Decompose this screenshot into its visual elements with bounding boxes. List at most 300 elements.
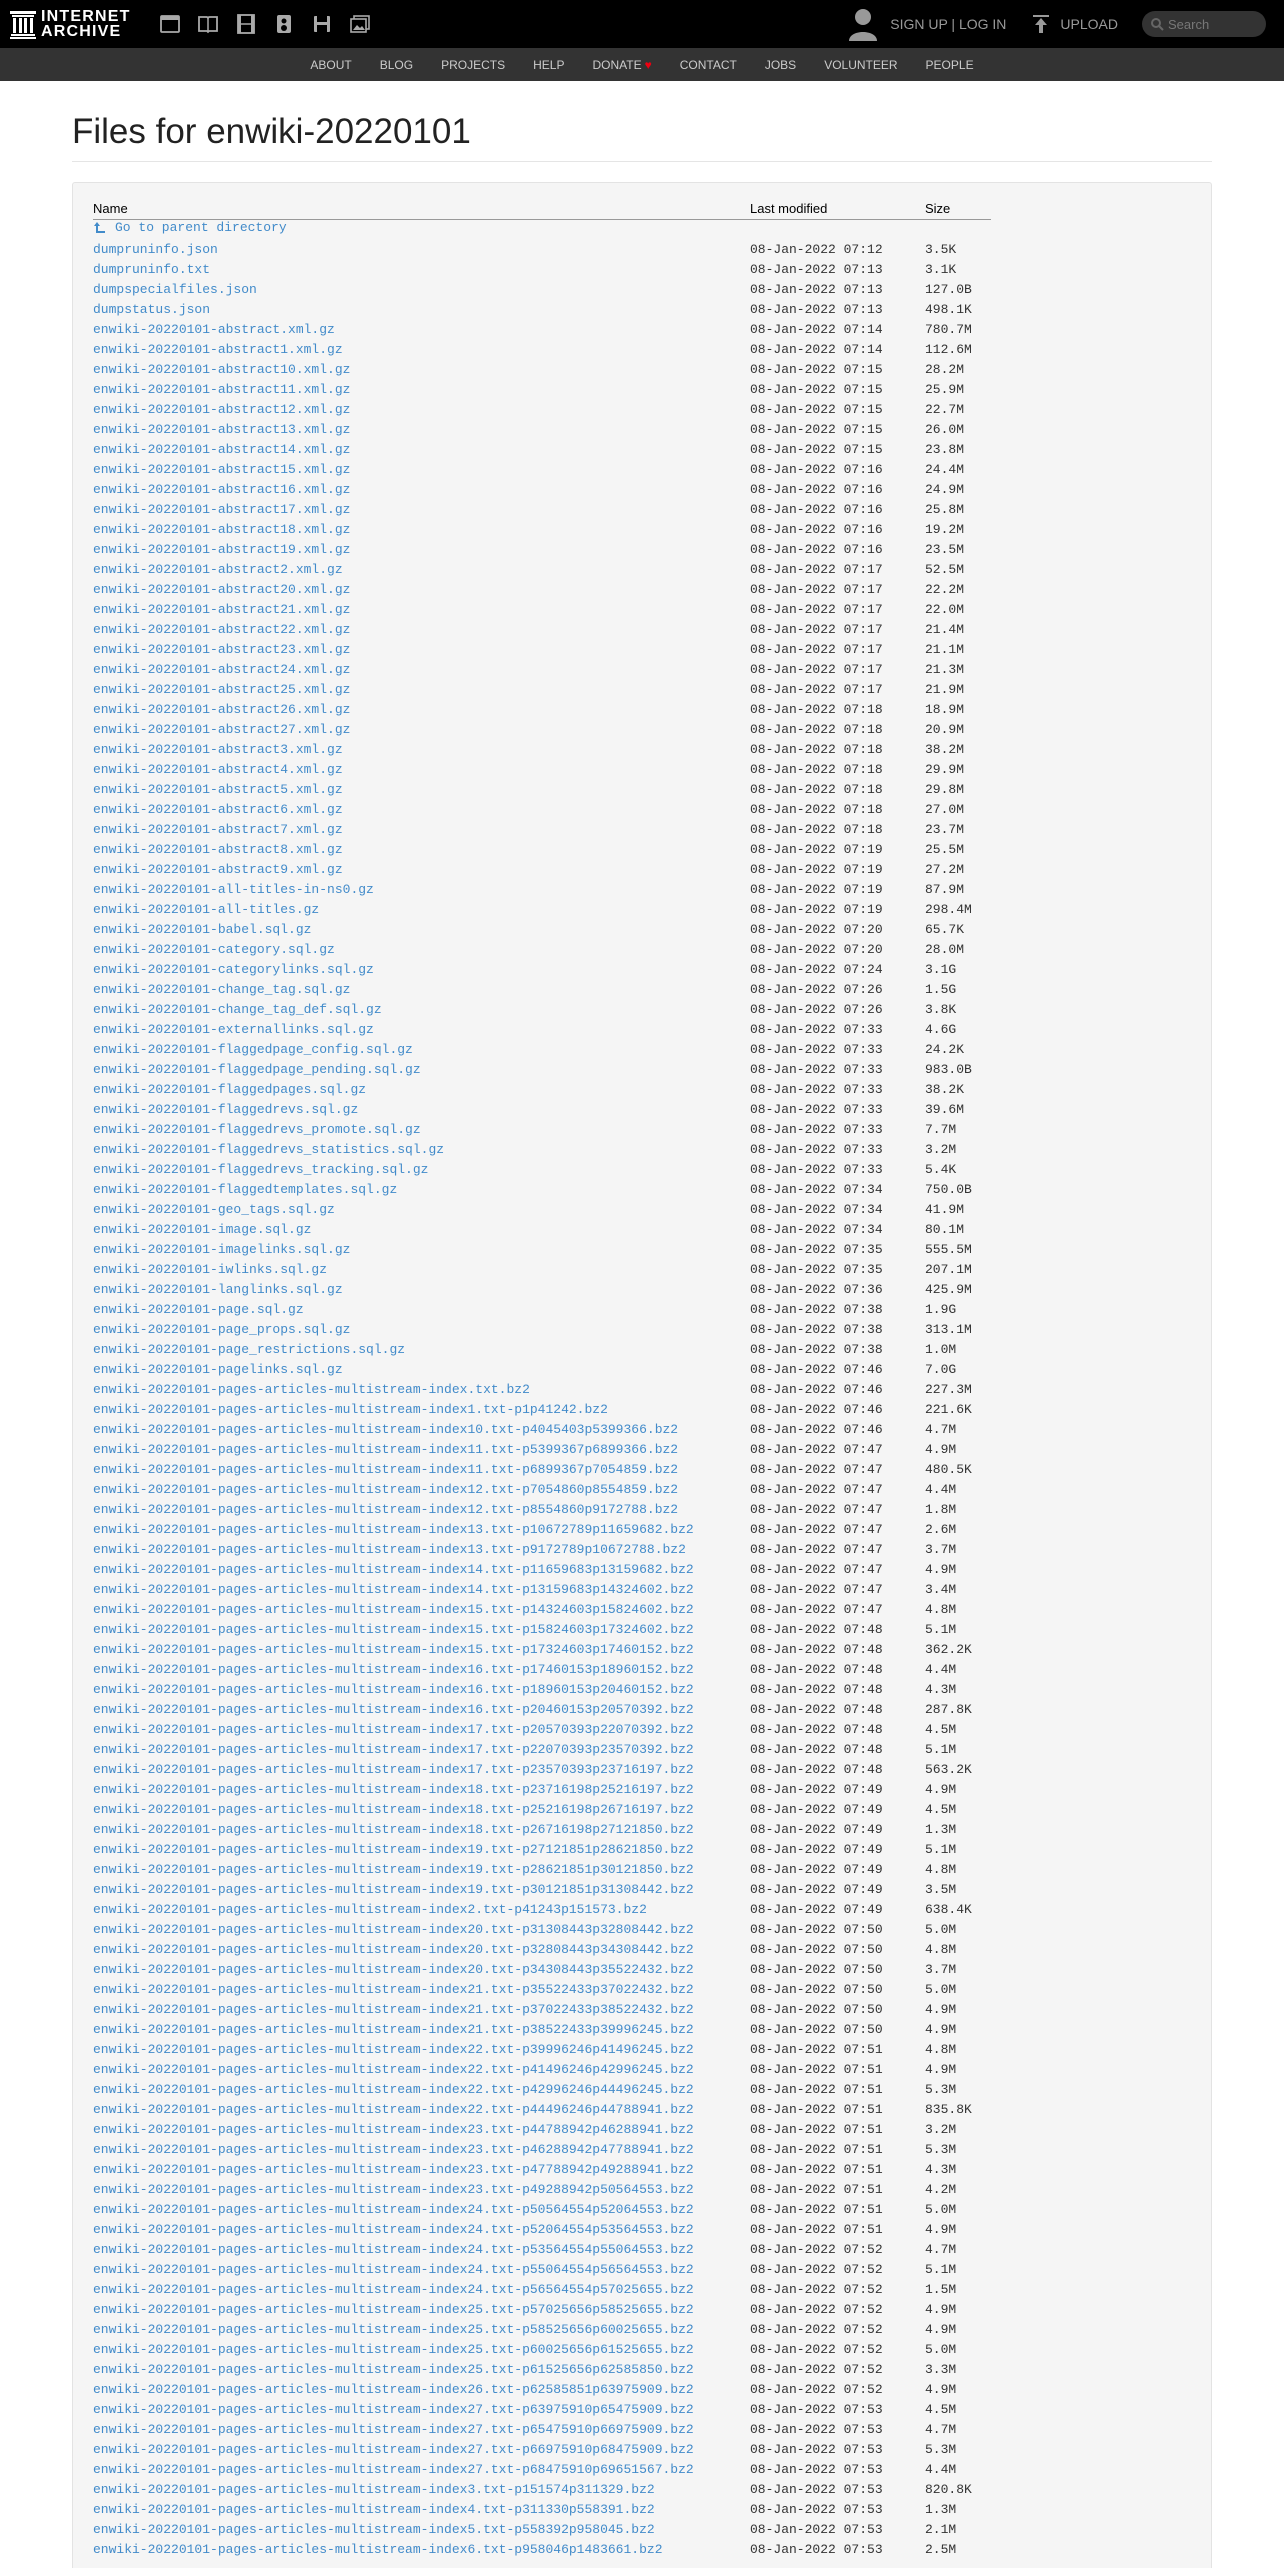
file-row [93, 1659, 991, 1679]
file-name-cell [93, 1239, 750, 1259]
file-link[interactable]: enwiki-20220101-pages-articles-multistream-index13.txt-p9172789p10672788.bz2 [93, 1541, 686, 1557]
file-name-cell [93, 1919, 750, 1939]
file-link[interactable]: enwiki-20220101-pages-articles-multistream-index19.txt-p28621851p30121850.bz2 [93, 1861, 694, 1877]
file-size-cell: 638.4K [925, 1901, 972, 1917]
file-modified-cell: 08-Jan-2022 07:52 [750, 2361, 883, 2377]
file-row [93, 1119, 991, 1139]
file-link[interactable]: enwiki-20220101-flaggedpage_pending.sql.gz [93, 1061, 421, 1077]
file-row [93, 1339, 991, 1359]
file-name-cell [93, 459, 750, 479]
file-size-cell: 25.8M [925, 501, 965, 517]
file-modified-cell: 08-Jan-2022 07:18 [750, 741, 883, 757]
file-link[interactable]: enwiki-20220101-pages-articles-multistream-index25.txt-p60025656p61525655.bz2 [93, 2341, 694, 2357]
file-link[interactable]: enwiki-20220101-abstract6.xml.gz [93, 801, 343, 817]
file-link[interactable]: enwiki-20220101-pages-articles-multistream-index24.txt-p52064554p53564553.bz2 [93, 2221, 694, 2237]
file-size-cell: 3.7M [925, 1961, 957, 1977]
parent-directory-cell [93, 219, 991, 239]
file-row [93, 1319, 991, 1339]
file-link[interactable]: enwiki-20220101-pages-articles-multistream-index23.txt-p47788942p49288941.bz2 [93, 2161, 694, 2177]
file-modified-cell: 08-Jan-2022 07:15 [750, 401, 883, 417]
file-link[interactable]: enwiki-20220101-abstract12.xml.gz [93, 401, 351, 417]
file-size-cell: 3.5M [925, 1881, 957, 1897]
file-link[interactable]: enwiki-20220101-pages-articles-multistream-index19.txt-p27121851p28621850.bz2 [93, 1841, 694, 1857]
file-row [93, 559, 991, 579]
file-modified-cell: 08-Jan-2022 07:18 [750, 761, 883, 777]
file-link[interactable]: enwiki-20220101-categorylinks.sql.gz [93, 961, 374, 977]
file-row [93, 2519, 991, 2539]
file-modified-cell: 08-Jan-2022 07:16 [750, 461, 883, 477]
file-name-cell [93, 2419, 750, 2439]
file-link[interactable]: enwiki-20220101-abstract14.xml.gz [93, 441, 351, 457]
file-modified-cell: 08-Jan-2022 07:33 [750, 1161, 883, 1177]
file-link[interactable]: enwiki-20220101-geo_tags.sql.gz [93, 1201, 335, 1217]
file-size-cell: 221.6K [925, 1401, 972, 1417]
file-link[interactable]: enwiki-20220101-page_restrictions.sql.gz [93, 1341, 406, 1357]
file-modified-cell: 08-Jan-2022 07:51 [750, 2221, 883, 2237]
file-size-cell: 4.9M [925, 2221, 957, 2237]
file-link[interactable]: enwiki-20220101-abstract15.xml.gz [93, 461, 351, 477]
file-link[interactable]: enwiki-20220101-flaggedtemplates.sql.gz [93, 1181, 398, 1197]
file-link[interactable]: enwiki-20220101-pages-articles-multistream-index25.txt-p57025656p58525655.bz2 [93, 2301, 694, 2317]
file-link[interactable]: enwiki-20220101-abstract27.xml.gz [93, 721, 351, 737]
file-size-cell: 4.5M [925, 1801, 957, 1817]
file-row [93, 899, 991, 919]
file-link[interactable]: enwiki-20220101-change_tag.sql.gz [93, 981, 351, 997]
file-row [93, 1379, 991, 1399]
file-row [93, 699, 991, 719]
file-link[interactable]: enwiki-20220101-abstract7.xml.gz [93, 821, 343, 837]
file-size-cell: 7.0G [925, 1361, 957, 1377]
main-nav [0, 48, 1284, 81]
file-link[interactable]: enwiki-20220101-flaggedrevs_promote.sql.gz [93, 1121, 421, 1137]
file-link[interactable]: enwiki-20220101-abstract13.xml.gz [93, 421, 351, 437]
file-link[interactable]: dumpruninfo.json [93, 241, 218, 257]
file-modified-cell: 08-Jan-2022 07:50 [750, 1921, 883, 1937]
file-link[interactable]: enwiki-20220101-pages-articles-multistream-index1.txt-p1p41242.bz2 [93, 1401, 608, 1417]
file-modified-cell: 08-Jan-2022 07:52 [750, 2281, 883, 2297]
file-name-cell [93, 499, 750, 519]
file-link[interactable]: enwiki-20220101-page.sql.gz [93, 1301, 304, 1317]
internet-archive-logo[interactable] [0, 0, 131, 48]
file-modified-cell: 08-Jan-2022 07:51 [750, 2081, 883, 2097]
file-modified-cell: 08-Jan-2022 07:35 [750, 1241, 883, 1257]
file-name-cell [93, 1519, 750, 1539]
file-row [93, 579, 991, 599]
file-link[interactable]: enwiki-20220101-externallinks.sql.gz [93, 1021, 374, 1037]
file-modified-cell: 08-Jan-2022 07:14 [750, 321, 883, 337]
file-link[interactable]: enwiki-20220101-pages-articles-multistream-index23.txt-p46288942p47788941.bz2 [93, 2141, 694, 2157]
file-link[interactable]: enwiki-20220101-pages-articles-multistream-index24.txt-p53564554p55064553.bz2 [93, 2241, 694, 2257]
file-link[interactable]: enwiki-20220101-abstract8.xml.gz [93, 841, 343, 857]
file-link[interactable]: enwiki-20220101-abstract22.xml.gz [93, 621, 351, 637]
file-link[interactable]: enwiki-20220101-imagelinks.sql.gz [93, 1241, 351, 1257]
file-name-cell [93, 239, 750, 259]
parent-directory-label: Go to parent directory [115, 220, 287, 235]
file-link[interactable]: enwiki-20220101-abstract18.xml.gz [93, 521, 351, 537]
nav-contact[interactable]: CONTACT [679, 57, 737, 72]
file-size-cell: 3.2M [925, 1141, 957, 1157]
file-row [93, 2499, 991, 2519]
file-link[interactable]: enwiki-20220101-pages-articles-multistream-index22.txt-p44496246p44788941.bz2 [93, 2101, 694, 2117]
file-link[interactable]: enwiki-20220101-pages-articles-multistream-index2.txt-p41243p151573.bz2 [93, 1901, 647, 1917]
file-link[interactable]: enwiki-20220101-abstract23.xml.gz [93, 641, 351, 657]
file-name-cell [93, 979, 750, 999]
file-row [93, 539, 991, 559]
file-link[interactable]: enwiki-20220101-pages-articles-multistream-index23.txt-p49288942p50564553.bz2 [93, 2181, 694, 2197]
file-size-cell: 5.0M [925, 2341, 957, 2357]
file-link[interactable]: enwiki-20220101-abstract3.xml.gz [93, 741, 343, 757]
file-link[interactable]: enwiki-20220101-pages-articles-multistream-index15.txt-p14324603p15824602.bz2 [93, 1601, 694, 1617]
file-row [93, 959, 991, 979]
file-size-cell: 780.7M [925, 321, 972, 337]
file-name-cell [93, 1179, 750, 1199]
file-size-cell: 4.9M [925, 2021, 957, 2037]
file-link[interactable]: enwiki-20220101-pages-articles-multistream-index18.txt-p25216198p26716197.bz2 [93, 1801, 694, 1817]
file-link[interactable]: dumpspecialfiles.json [93, 281, 257, 297]
file-link[interactable]: enwiki-20220101-pages-articles-multistream-index16.txt-p17460153p18960152.bz2 [93, 1661, 694, 1677]
file-link[interactable]: enwiki-20220101-pages-articles-multistream-index26.txt-p62585851p63975909.bz2 [93, 2381, 694, 2397]
file-link[interactable]: enwiki-20220101-abstract11.xml.gz [93, 381, 351, 397]
file-row [93, 979, 991, 999]
file-link[interactable]: enwiki-20220101-pages-articles-multistream-index10.txt-p4045403p5399366.bz2 [93, 1421, 679, 1437]
file-link[interactable]: enwiki-20220101-pages-articles-multistream-index18.txt-p23716198p25216197.bz2 [93, 1781, 694, 1797]
file-size-cell: 4.5M [925, 2401, 957, 2417]
file-modified-cell: 08-Jan-2022 07:46 [750, 1381, 883, 1397]
file-link[interactable]: enwiki-20220101-pages-articles-multistream-index16.txt-p18960153p20460152.bz2 [93, 1681, 694, 1697]
file-modified-cell: 08-Jan-2022 07:50 [750, 2001, 883, 2017]
file-name-cell [93, 2439, 750, 2459]
file-row [93, 2219, 991, 2239]
file-modified-cell: 08-Jan-2022 07:51 [750, 2121, 883, 2137]
file-link[interactable]: enwiki-20220101-pages-articles-multistream-index27.txt-p63975910p65475909.bz2 [93, 2401, 694, 2417]
file-link[interactable]: enwiki-20220101-pages-articles-multistream-index3.txt-p151574p311329.bz2 [93, 2481, 655, 2497]
file-modified-cell: 08-Jan-2022 07:47 [750, 1581, 883, 1597]
file-name-cell [93, 939, 750, 959]
file-row [93, 679, 991, 699]
file-listing-table [93, 199, 991, 2559]
file-link[interactable]: enwiki-20220101-abstract17.xml.gz [93, 501, 351, 517]
upload-button[interactable] [1032, 14, 1118, 34]
header-last-modified[interactable]: Last modified [750, 199, 925, 219]
file-modified-cell: 08-Jan-2022 07:47 [750, 1561, 883, 1577]
file-row [93, 1019, 991, 1039]
file-name-cell [93, 959, 750, 979]
file-row [93, 1719, 991, 1739]
file-row [93, 1419, 991, 1439]
file-link[interactable]: enwiki-20220101-pages-articles-multistream-index27.txt-p65475910p66975909.bz2 [93, 2421, 694, 2437]
file-size-cell: 24.9M [925, 481, 965, 497]
file-modified-cell: 08-Jan-2022 07:48 [750, 1681, 883, 1697]
logo-text-line2: ARCHIVE [41, 23, 122, 40]
file-link[interactable]: enwiki-20220101-pages-articles-multistream-index21.txt-p38522433p39996245.bz2 [93, 2021, 694, 2037]
file-link[interactable]: enwiki-20220101-pages-articles-multistream-index4.txt-p311330p558391.bz2 [93, 2501, 655, 2517]
file-link[interactable]: enwiki-20220101-abstract25.xml.gz [93, 681, 351, 697]
file-modified-cell: 08-Jan-2022 07:18 [750, 701, 883, 717]
file-name-cell [93, 1199, 750, 1219]
file-modified-cell: 08-Jan-2022 07:38 [750, 1321, 883, 1337]
file-row [93, 419, 991, 439]
file-modified-cell: 08-Jan-2022 07:17 [750, 661, 883, 677]
file-size-cell: 4.5M [925, 1721, 957, 1737]
file-link[interactable]: enwiki-20220101-pages-articles-multistream-index11.txt-p5399367p6899366.bz2 [93, 1441, 679, 1457]
file-row [93, 779, 991, 799]
file-size-cell: 5.1M [925, 1841, 957, 1857]
file-size-cell: 3.1G [925, 961, 957, 977]
file-size-cell: 4.9M [925, 2061, 957, 2077]
file-size-cell: 1.3M [925, 1821, 957, 1837]
file-name-cell [93, 2539, 750, 2559]
file-link[interactable]: enwiki-20220101-abstract2.xml.gz [93, 561, 343, 577]
file-modified-cell: 08-Jan-2022 07:53 [750, 2401, 883, 2417]
file-link[interactable]: enwiki-20220101-pages-articles-multistream-index25.txt-p61525656p62585850.bz2 [93, 2361, 694, 2377]
file-name-cell [93, 1579, 750, 1599]
nav-donate[interactable] [592, 58, 651, 72]
file-link[interactable]: enwiki-20220101-pages-articles-multistream-index17.txt-p23570393p23716197.bz2 [93, 1761, 694, 1777]
file-name-cell [93, 1159, 750, 1179]
file-modified-cell: 08-Jan-2022 07:34 [750, 1221, 883, 1237]
file-link[interactable]: enwiki-20220101-pages-articles-multistream-index21.txt-p37022433p38522432.bz2 [93, 2001, 694, 2017]
file-modified-cell: 08-Jan-2022 07:16 [750, 481, 883, 497]
file-size-cell: 2.6M [925, 1521, 957, 1537]
file-row [93, 1759, 991, 1779]
file-link[interactable]: enwiki-20220101-abstract26.xml.gz [93, 701, 351, 717]
file-name-cell [93, 2079, 750, 2099]
file-link[interactable]: enwiki-20220101-iwlinks.sql.gz [93, 1261, 328, 1277]
file-row [93, 1939, 991, 1959]
nav-help[interactable]: HELP [533, 57, 565, 72]
file-link[interactable]: enwiki-20220101-all-titles-in-ns0.gz [93, 881, 374, 897]
file-link[interactable]: enwiki-20220101-flaggedrevs.sql.gz [93, 1101, 359, 1117]
file-modified-cell: 08-Jan-2022 07:48 [750, 1661, 883, 1677]
file-modified-cell: 08-Jan-2022 07:46 [750, 1421, 883, 1437]
header-size[interactable]: Size [925, 199, 991, 219]
file-row [93, 759, 991, 779]
file-name-cell [93, 2239, 750, 2259]
file-name-cell [93, 2379, 750, 2399]
file-size-cell: 4.2M [925, 2181, 957, 2197]
file-name-cell [93, 2039, 750, 2059]
file-link[interactable]: enwiki-20220101-pages-articles-multistream-index27.txt-p66975910p68475909.bz2 [93, 2441, 694, 2457]
file-link[interactable]: enwiki-20220101-pages-articles-multistream-index20.txt-p34308443p35522432.bz2 [93, 1961, 694, 1977]
file-link[interactable]: enwiki-20220101-pages-articles-multistream-index20.txt-p31308443p32808442.bz2 [93, 1921, 694, 1937]
top-bar [0, 0, 1284, 48]
file-row [93, 639, 991, 659]
file-link[interactable]: enwiki-20220101-abstract1.xml.gz [93, 341, 343, 357]
user-avatar-icon[interactable] [848, 7, 878, 41]
file-link[interactable]: enwiki-20220101-langlinks.sql.gz [93, 1281, 343, 1297]
file-link[interactable]: enwiki-20220101-pages-articles-multistream-index24.txt-p50564554p52064553.bz2 [93, 2201, 694, 2217]
file-size-cell: 298.4M [925, 901, 972, 917]
header-name[interactable]: Name [93, 199, 750, 219]
images-icon[interactable] [347, 11, 373, 37]
file-link[interactable]: enwiki-20220101-abstract19.xml.gz [93, 541, 351, 557]
file-link[interactable]: enwiki-20220101-pagelinks.sql.gz [93, 1361, 343, 1377]
file-link[interactable]: enwiki-20220101-abstract10.xml.gz [93, 361, 351, 377]
file-size-cell: 835.8K [925, 2101, 972, 2117]
nav-projects[interactable]: PROJECTS [441, 57, 506, 72]
file-link[interactable]: enwiki-20220101-abstract16.xml.gz [93, 481, 351, 497]
file-link[interactable]: enwiki-20220101-pages-articles-multistream-index12.txt-p7054860p8554859.bz2 [93, 1481, 679, 1497]
file-row [93, 1399, 991, 1419]
file-row [93, 919, 991, 939]
file-link[interactable]: enwiki-20220101-pages-articles-multistream-index23.txt-p44788942p46288941.bz2 [93, 2121, 694, 2137]
file-size-cell: 4.9M [925, 2321, 957, 2337]
file-size-cell: 23.8M [925, 441, 965, 457]
file-link[interactable]: enwiki-20220101-change_tag_def.sql.gz [93, 1001, 382, 1017]
file-size-cell: 20.9M [925, 721, 965, 737]
file-link[interactable]: enwiki-20220101-pages-articles-multistream-index18.txt-p26716198p27121850.bz2 [93, 1821, 694, 1837]
file-link[interactable]: enwiki-20220101-abstract.xml.gz [93, 321, 335, 337]
file-link[interactable]: enwiki-20220101-flaggedpages.sql.gz [93, 1081, 367, 1097]
file-size-cell: 87.9M [925, 881, 965, 897]
file-link[interactable]: enwiki-20220101-pages-articles-multistream-index16.txt-p20460153p20570392.bz2 [93, 1701, 694, 1717]
file-row [93, 999, 991, 1019]
file-size-cell: 18.9M [925, 701, 965, 717]
file-size-cell: 4.3M [925, 2161, 957, 2177]
file-size-cell: 5.1M [925, 1621, 957, 1637]
file-modified-cell: 08-Jan-2022 07:51 [750, 2181, 883, 2197]
file-link[interactable]: enwiki-20220101-pages-articles-multistream-index24.txt-p55064554p56564553.bz2 [93, 2261, 694, 2277]
file-row [93, 279, 991, 299]
file-link[interactable]: enwiki-20220101-pages-articles-multistream-index.txt.bz2 [93, 1381, 530, 1397]
texts-icon[interactable] [195, 11, 221, 37]
file-link[interactable]: enwiki-20220101-pages-articles-multistream-index24.txt-p56564554p57025655.bz2 [93, 2281, 694, 2297]
file-row [93, 799, 991, 819]
web-icon[interactable] [157, 11, 183, 37]
file-modified-cell: 08-Jan-2022 07:49 [750, 1881, 883, 1897]
search-input[interactable] [1168, 17, 1258, 32]
file-size-cell: 112.6M [925, 341, 972, 357]
parent-directory-link[interactable] [93, 220, 287, 235]
file-modified-cell: 08-Jan-2022 07:49 [750, 1901, 883, 1917]
file-link[interactable]: enwiki-20220101-page_props.sql.gz [93, 1321, 351, 1337]
file-row [93, 1439, 991, 1459]
file-modified-cell: 08-Jan-2022 07:47 [750, 1441, 883, 1457]
file-link[interactable]: enwiki-20220101-abstract4.xml.gz [93, 761, 343, 777]
file-size-cell: 23.5M [925, 541, 965, 557]
file-size-cell: 23.7M [925, 821, 965, 837]
file-size-cell: 28.2M [925, 361, 965, 377]
file-link[interactable]: enwiki-20220101-flaggedrevs_statistics.sql.gz [93, 1141, 445, 1157]
signup-login-link[interactable]: SIGN UP | LOG IN [890, 16, 1007, 32]
file-link[interactable]: enwiki-20220101-pages-articles-multistream-index21.txt-p35522433p37022432.bz2 [93, 1981, 694, 1997]
nav-blog[interactable]: BLOG [379, 57, 414, 72]
file-row [93, 1359, 991, 1379]
file-modified-cell: 08-Jan-2022 07:52 [750, 2301, 883, 2317]
file-link[interactable]: enwiki-20220101-pages-articles-multistream-index22.txt-p42996246p44496245.bz2 [93, 2081, 694, 2097]
file-link[interactable]: enwiki-20220101-pages-articles-multistream-index14.txt-p11659683p13159682.bz2 [93, 1561, 694, 1577]
file-modified-cell: 08-Jan-2022 07:53 [750, 2541, 883, 2557]
file-link[interactable]: dumpruninfo.txt [93, 261, 211, 277]
file-row [93, 2479, 991, 2499]
file-row [93, 1039, 991, 1059]
nav-about[interactable]: ABOUT [310, 57, 352, 72]
file-modified-cell: 08-Jan-2022 07:17 [750, 681, 883, 697]
file-row [93, 519, 991, 539]
file-name-cell [93, 1939, 750, 1959]
file-link[interactable]: enwiki-20220101-abstract24.xml.gz [93, 661, 351, 677]
file-name-cell [93, 2219, 750, 2239]
file-link[interactable]: enwiki-20220101-pages-articles-multistream-index15.txt-p17324603p17460152.bz2 [93, 1641, 694, 1657]
nav-volunteer[interactable]: VOLUNTEER [824, 57, 898, 72]
file-link[interactable]: enwiki-20220101-pages-articles-multistream-index25.txt-p58525656p60025655.bz2 [93, 2321, 694, 2337]
file-row [93, 1779, 991, 1799]
file-link[interactable]: enwiki-20220101-pages-articles-multistream-index17.txt-p22070393p23570392.bz2 [93, 1741, 694, 1757]
file-name-cell [93, 1219, 750, 1239]
file-link[interactable]: enwiki-20220101-pages-articles-multistream-index17.txt-p20570393p22070392.bz2 [93, 1721, 694, 1737]
file-link[interactable]: enwiki-20220101-pages-articles-multistream-index6.txt-p958046p1483661.bz2 [93, 2541, 663, 2557]
file-link[interactable]: enwiki-20220101-pages-articles-multistream-index5.txt-p558392p958045.bz2 [93, 2521, 655, 2537]
file-modified-cell: 08-Jan-2022 07:33 [750, 1041, 883, 1057]
file-link[interactable]: enwiki-20220101-babel.sql.gz [93, 921, 312, 937]
file-name-cell [93, 799, 750, 819]
file-size-cell: 80.1M [925, 1221, 965, 1237]
file-link[interactable]: enwiki-20220101-pages-articles-multistream-index11.txt-p6899367p7054859.bz2 [93, 1461, 679, 1477]
nav-jobs[interactable]: JOBS [764, 57, 797, 72]
file-modified-cell: 08-Jan-2022 07:53 [750, 2461, 883, 2477]
file-link[interactable]: enwiki-20220101-flaggedrevs_tracking.sql.gz [93, 1161, 429, 1177]
file-link[interactable]: enwiki-20220101-pages-articles-multistream-index22.txt-p39996246p41496245.bz2 [93, 2041, 694, 2057]
page-title: Files for enwiki-20220101 [72, 112, 471, 151]
file-name-cell [93, 1879, 750, 1899]
file-link[interactable]: enwiki-20220101-pages-articles-multistream-index20.txt-p32808443p34308442.bz2 [93, 1941, 694, 1957]
file-link[interactable]: enwiki-20220101-pages-articles-multistream-index14.txt-p13159683p14324602.bz2 [93, 1581, 694, 1597]
file-row [93, 599, 991, 619]
file-link[interactable]: enwiki-20220101-image.sql.gz [93, 1221, 312, 1237]
software-icon[interactable] [309, 11, 335, 37]
file-link[interactable]: enwiki-20220101-category.sql.gz [93, 941, 335, 957]
nav-people[interactable]: PEOPLE [925, 57, 974, 72]
video-icon[interactable] [233, 11, 259, 37]
file-row [93, 1199, 991, 1219]
file-link[interactable]: enwiki-20220101-all-titles.gz [93, 901, 320, 917]
file-link[interactable]: enwiki-20220101-abstract5.xml.gz [93, 781, 343, 797]
file-size-cell: 26.0M [925, 421, 965, 437]
file-name-cell [93, 819, 750, 839]
file-row [93, 939, 991, 959]
file-modified-cell: 08-Jan-2022 07:17 [750, 641, 883, 657]
file-link[interactable]: enwiki-20220101-pages-articles-multistream-index27.txt-p68475910p69651567.bz2 [93, 2461, 694, 2477]
file-modified-cell: 08-Jan-2022 07:49 [750, 1781, 883, 1797]
file-name-cell [93, 1459, 750, 1479]
file-size-cell: 4.8M [925, 1861, 957, 1877]
file-row [93, 819, 991, 839]
file-size-cell: 4.7M [925, 2241, 957, 2257]
file-link[interactable]: enwiki-20220101-pages-articles-multistream-index15.txt-p15824603p17324602.bz2 [93, 1621, 694, 1637]
file-link[interactable]: enwiki-20220101-pages-articles-multistream-index12.txt-p8554860p9172788.bz2 [93, 1501, 679, 1517]
search-box[interactable] [1142, 11, 1266, 37]
file-size-cell: 38.2M [925, 741, 965, 757]
file-link[interactable]: enwiki-20220101-pages-articles-multistream-index19.txt-p30121851p31308442.bz2 [93, 1881, 694, 1897]
file-modified-cell: 08-Jan-2022 07:15 [750, 381, 883, 397]
file-name-cell [93, 559, 750, 579]
logo-text [41, 9, 131, 39]
file-link[interactable]: enwiki-20220101-abstract9.xml.gz [93, 861, 343, 877]
file-row [93, 359, 991, 379]
file-row [93, 1219, 991, 1239]
file-modified-cell: 08-Jan-2022 07:47 [750, 1501, 883, 1517]
file-link[interactable]: enwiki-20220101-flaggedpage_config.sql.gz [93, 1041, 413, 1057]
file-name-cell [93, 1619, 750, 1639]
file-link[interactable]: enwiki-20220101-pages-articles-multistream-index13.txt-p10672789p11659682.bz2 [93, 1521, 694, 1537]
file-row [93, 2279, 991, 2299]
file-name-cell [93, 999, 750, 1019]
audio-icon[interactable] [271, 11, 297, 37]
file-link[interactable]: enwiki-20220101-abstract21.xml.gz [93, 601, 351, 617]
file-link[interactable]: enwiki-20220101-abstract20.xml.gz [93, 581, 351, 597]
file-link[interactable]: dumpstatus.json [93, 301, 211, 317]
file-link[interactable]: enwiki-20220101-pages-articles-multistream-index22.txt-p41496246p42996245.bz2 [93, 2061, 694, 2077]
